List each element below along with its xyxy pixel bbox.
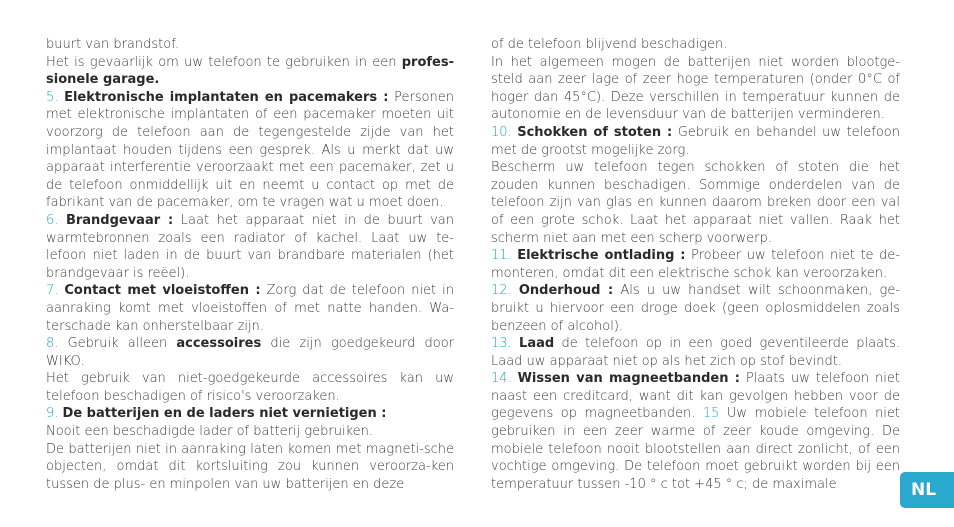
section-heading: Elektrische ontlading :: [517, 248, 686, 264]
paragraph: buurt van brandstof.: [46, 37, 179, 52]
section-heading: Laad: [519, 336, 555, 352]
paragraph: In het algemeen mogen de batterijen niet worden blootge-steld aan zeer lage of zeer hoge temperaturen (onder 0°C of hoger dan 45°C). Deze verschillen in temperatuur kunnen de autonomie en de levensduur van de batterijen verminderen.: [491, 54, 900, 123]
section-heading: Elektronische implantaten en pacemakers :: [64, 89, 389, 105]
section-6: 6. Brandgevaar : Laat het apparaat niet in de buurt van warmtebronnen zoals een radiator of kachel. Laat uw te-lefoon niet laden in de buurt van brandbare materialen (het brandgevaar is reëel).: [46, 212, 454, 281]
paragraph: Bescherm uw telefoon tegen schokken of stoten die het zouden kunnen beschadigen. Sommige onderdelen van de telefoon zijn van glas en kunnen daarom breken door een val of een grote schok. Laat het apparaat niet vallen. Raak het scherm niet aan met een scherp voorwerp.: [491, 160, 900, 246]
section-10: 10. Schokken of stoten : Gebruik en behandel uw telefoon met de grootst mogelijke zorg.: [491, 124, 900, 158]
section-number: 13.: [491, 336, 512, 352]
keyword: profes-sionele garage.: [46, 54, 454, 88]
section-heading: Schokken of stoten :: [517, 124, 673, 140]
left-column: [46, 36, 454, 493]
language-tab: NL: [900, 472, 954, 508]
section-12: 12. Onderhoud : Als u uw handset wilt schoonmaken, ge-bruikt u hiervoor een droge doek (geen oplosmiddelen zoals benzeen of alcohol).: [491, 283, 901, 334]
section-heading: Brandgevaar :: [65, 212, 174, 228]
section-7: 7. Contact met vloeistoffen : Zorg dat de telefoon niet in aanraking komt met vloeistoffen of met natte handen. Wa-terschade kan onherstelbaar zijn.: [46, 283, 454, 334]
paragraph: De batterijen niet in aanraking laten komen met magneti-sche objecten, omdat dit kortsluiting zou kunnen veroorza-ken tussen de plus- en minpolen van uw batterijen en deze: [46, 441, 454, 492]
section-heading: Contact met vloeistoffen :: [64, 283, 261, 299]
section-5: 5. Elektronische implantaten en pacemakers : Personen met elektronische implantaten of een pacemaker moeten uit voorzorg de telefoon aan de tegengestelde zijde van het implantaat houden tijdens een gesprek. Als u merkt dat uw apparaat interferentie veroorzaakt met een pacemaker, zet u de telefoon onmiddellijk uit en neemt u contact op met de fabrikant van de pacemaker, om te vragen wat u moet doen.: [46, 89, 454, 211]
paragraph: of de telefoon blijvend beschadigen.: [491, 37, 728, 52]
section-8: 8. Gebruik alleen accessoires die zijn goedgekeurd door WIKO.: [46, 336, 454, 369]
section-9: [46, 405, 454, 423]
section-number: 11.: [491, 248, 512, 264]
section-number: 9.: [46, 406, 59, 422]
section-14: 14. Wissen van magneetbanden : Plaats uw telefoon niet naast een creditcard, want dit kan gevolgen hebben voor de gegevens op magneetbanden. 15 Uw mobiele telefoon niet gebruiken in een zeer warme of zeer koude omgeving. De mobiele telefoon nooit blootstellen aan direct zonlicht, of een vochtige omgeving. De telefoon moet gebruikt worden bij een temperatuur tussen -10 ° c tot +45 ° c; de maximale: [491, 371, 901, 492]
paragraph: Nooit een beschadigde lader of batterij gebruiken.: [46, 424, 374, 440]
section-11: 11. Elektrische ontlading : Probeer uw telefoon niet te de-monteren, omdat dit een elektrische schok kan veroorzaken.: [491, 248, 900, 281]
section-heading: Onderhoud :: [518, 283, 614, 299]
keyword: accessoires: [176, 336, 262, 352]
section-number: 15: [702, 406, 720, 422]
paragraph: Het is gevaarlijk om uw telefoon te gebruiken in een profes-sionele garage.: [46, 54, 454, 88]
section-number: 8.: [46, 336, 59, 352]
section-number: 10.: [491, 124, 512, 140]
section-number: 6.: [46, 212, 59, 228]
section-13: 13. Laad de telefoon op in een goed geventileerde plaats. Laad uw apparaat niet op als het zich op stof bevindt.: [491, 336, 901, 369]
section-heading: Wissen van magneetbanden :: [517, 371, 740, 387]
section-number: 12.: [491, 283, 512, 299]
right-column: [491, 36, 900, 493]
paragraph: Het gebruik van niet-goedgekeurde accessoires kan uw telefoon beschadigen of risico's veroorzaken.: [46, 371, 454, 404]
section-number: 14.: [491, 371, 512, 387]
section-heading: De batterijen en de laders niet vernietigen :: [62, 406, 387, 422]
section-number: 7.: [46, 283, 59, 299]
section-number: 5.: [46, 89, 59, 105]
